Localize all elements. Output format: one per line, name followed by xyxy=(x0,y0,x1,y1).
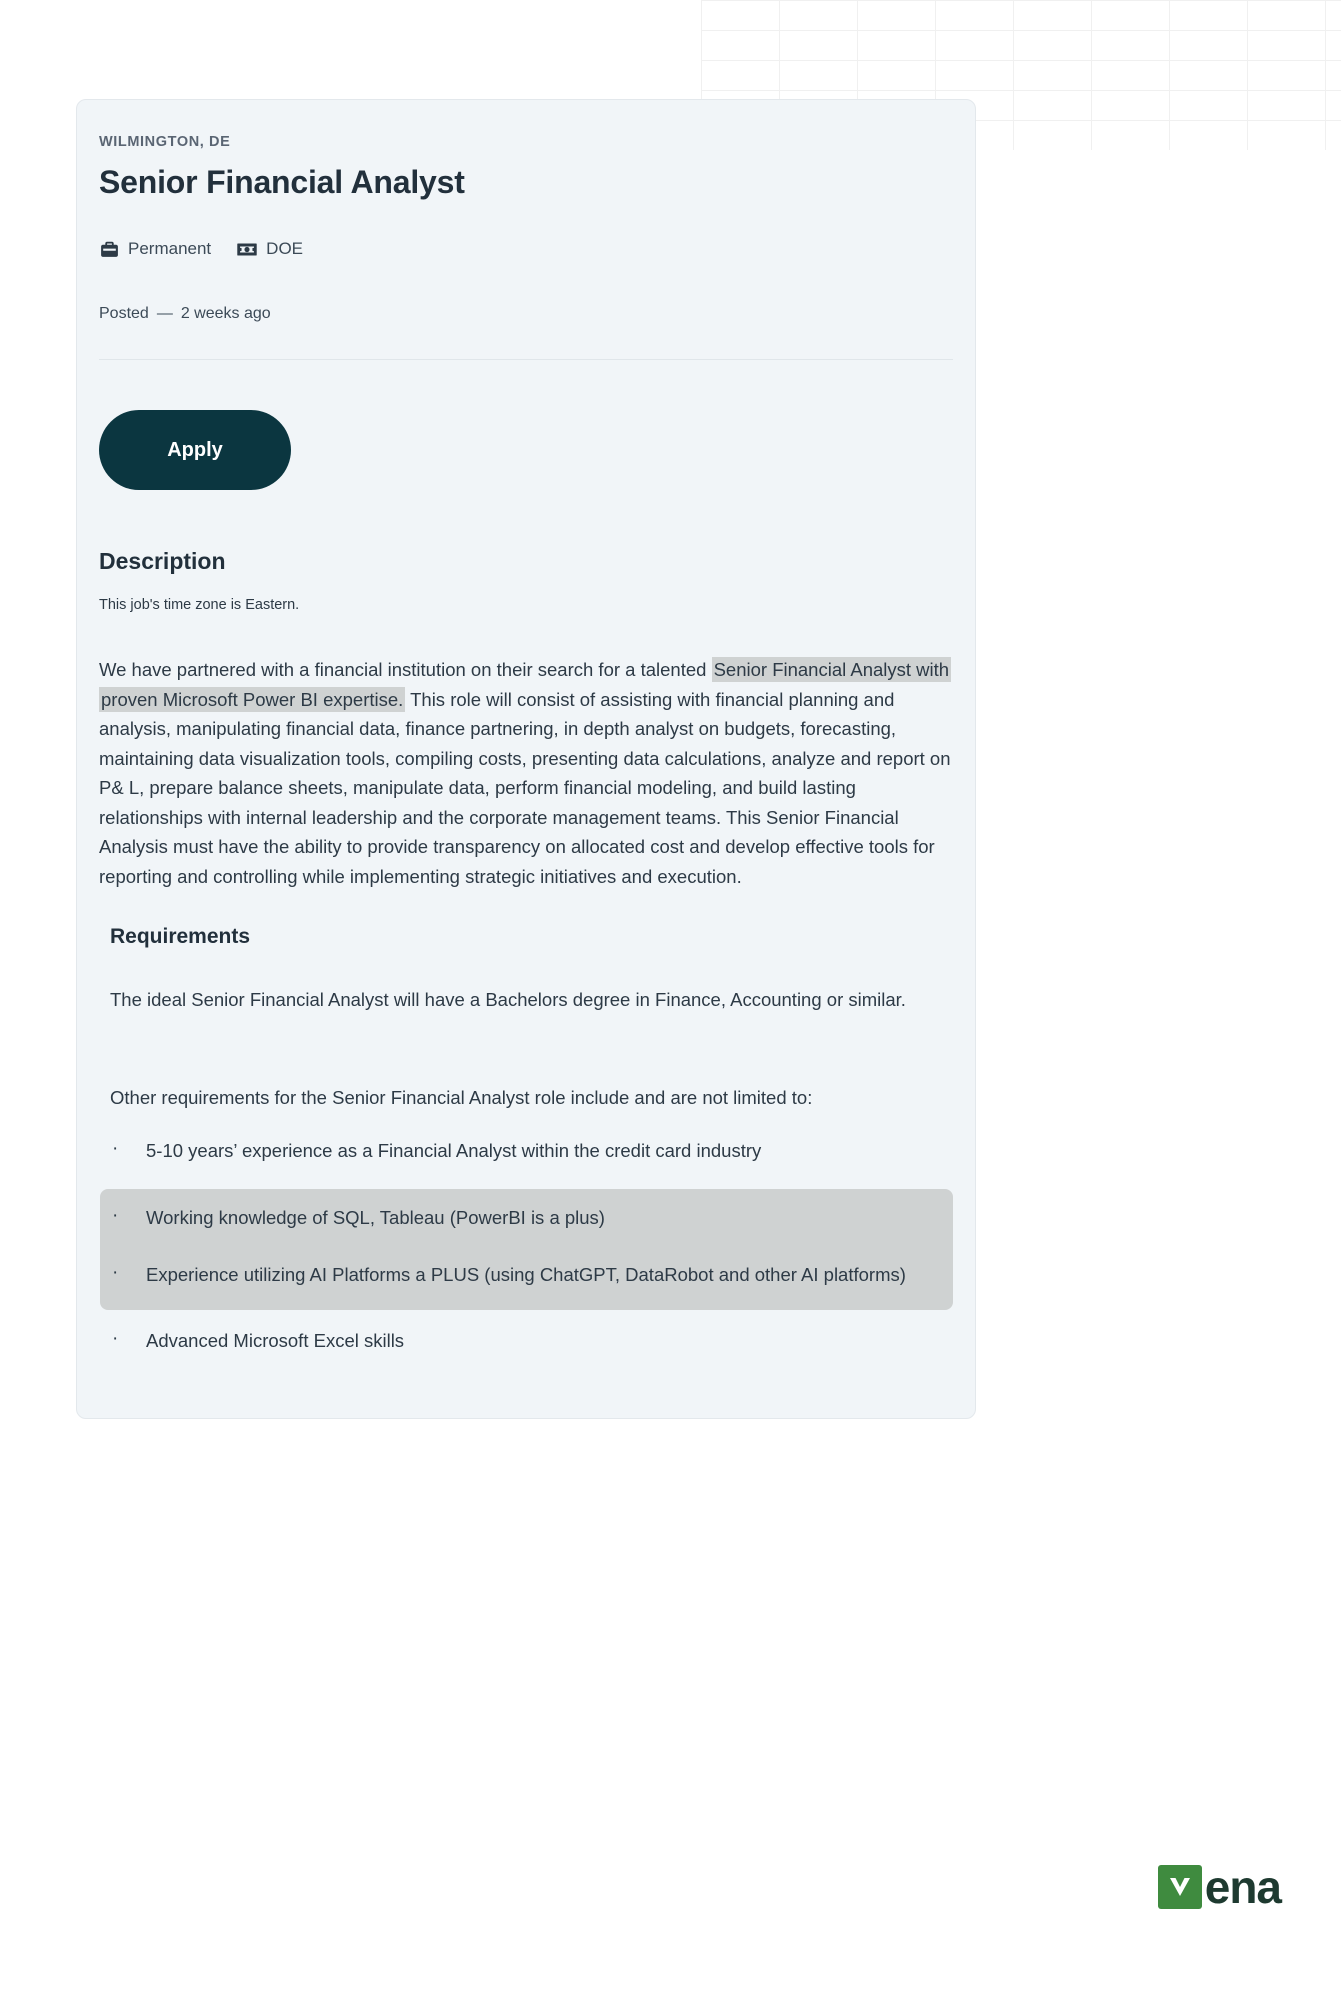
employment-type-meta xyxy=(99,239,211,259)
list-item: · 5-10 years’ experience as a Financial Analyst within the credit card industry xyxy=(110,1136,953,1166)
highlighted-bullet-group xyxy=(100,1189,953,1310)
timezone-note: This job's time zone is Eastern. xyxy=(99,597,300,613)
posted-separator: — xyxy=(156,305,173,322)
posted-row xyxy=(99,305,953,323)
description-heading: Description xyxy=(99,548,226,574)
posted-label: Posted xyxy=(99,305,149,322)
list-item: · Advanced Microsoft Excel skills xyxy=(110,1326,953,1356)
description-highlighted-text: Senior Financial Analyst with proven Microsoft Power BI expertise. xyxy=(101,659,950,710)
apply-button[interactable]: Apply xyxy=(99,410,291,490)
requirements-section xyxy=(99,925,953,1355)
vena-logo xyxy=(1158,1861,1281,1913)
list-item: · Experience utilizing AI Platforms a PLUS (using ChatGPT, DataRobot and other AI platforms) xyxy=(110,1260,943,1290)
salary-meta xyxy=(237,239,303,259)
header-divider xyxy=(99,359,953,360)
other-requirements-intro: Other requirements for the Senior Financial Analyst role include and are not limited to: xyxy=(110,1086,813,1108)
money-icon xyxy=(237,240,257,258)
vena-logo-mark-icon xyxy=(1158,1865,1202,1909)
job-meta-row xyxy=(99,239,953,259)
briefcase-icon xyxy=(99,240,119,258)
description-text-after: This role will consist of assisting with financial planning and analysis, manipulating financial data, finance partnering, in depth analyst on budgets, forecasting, maintaining data visualization tools, compiling costs, presenting data calculations, analyze and report on P& L, prepare balance sheets, manipulate data, perform financial modeling, and build lasting relationships with internal leadership and the corporate management teams. This Senior Financial Analysis must have the ability to provide transparency on allocated cost and develop effective tools for reporting and controlling while implementing strategic initiatives and execution. xyxy=(99,688,951,887)
vena-logo-word: ena xyxy=(1204,1861,1281,1913)
list-item: · Working knowledge of SQL, Tableau (PowerBI is a plus) xyxy=(110,1203,943,1233)
page-title: Senior Financial Analyst xyxy=(99,164,465,200)
requirements-intro: The ideal Senior Financial Analyst will have a Bachelors degree in Finance, Accounting or similar. xyxy=(110,989,906,1010)
posted-value: 2 weeks ago xyxy=(180,305,271,322)
description-text-before: We have partnered with a financial institution on their search for a talented xyxy=(99,659,712,680)
requirements-bullet-list-tail xyxy=(110,1326,953,1356)
job-location: WILMINGTON, DE xyxy=(99,134,231,150)
employment-type-label: Permanent xyxy=(128,239,212,258)
requirements-heading: Requirements xyxy=(110,925,251,948)
highlighted-bullet-list xyxy=(110,1203,943,1290)
job-posting-card xyxy=(76,99,976,1419)
requirements-bullet-list xyxy=(110,1136,953,1166)
description-paragraph xyxy=(99,655,953,891)
salary-label: DOE xyxy=(266,239,304,258)
